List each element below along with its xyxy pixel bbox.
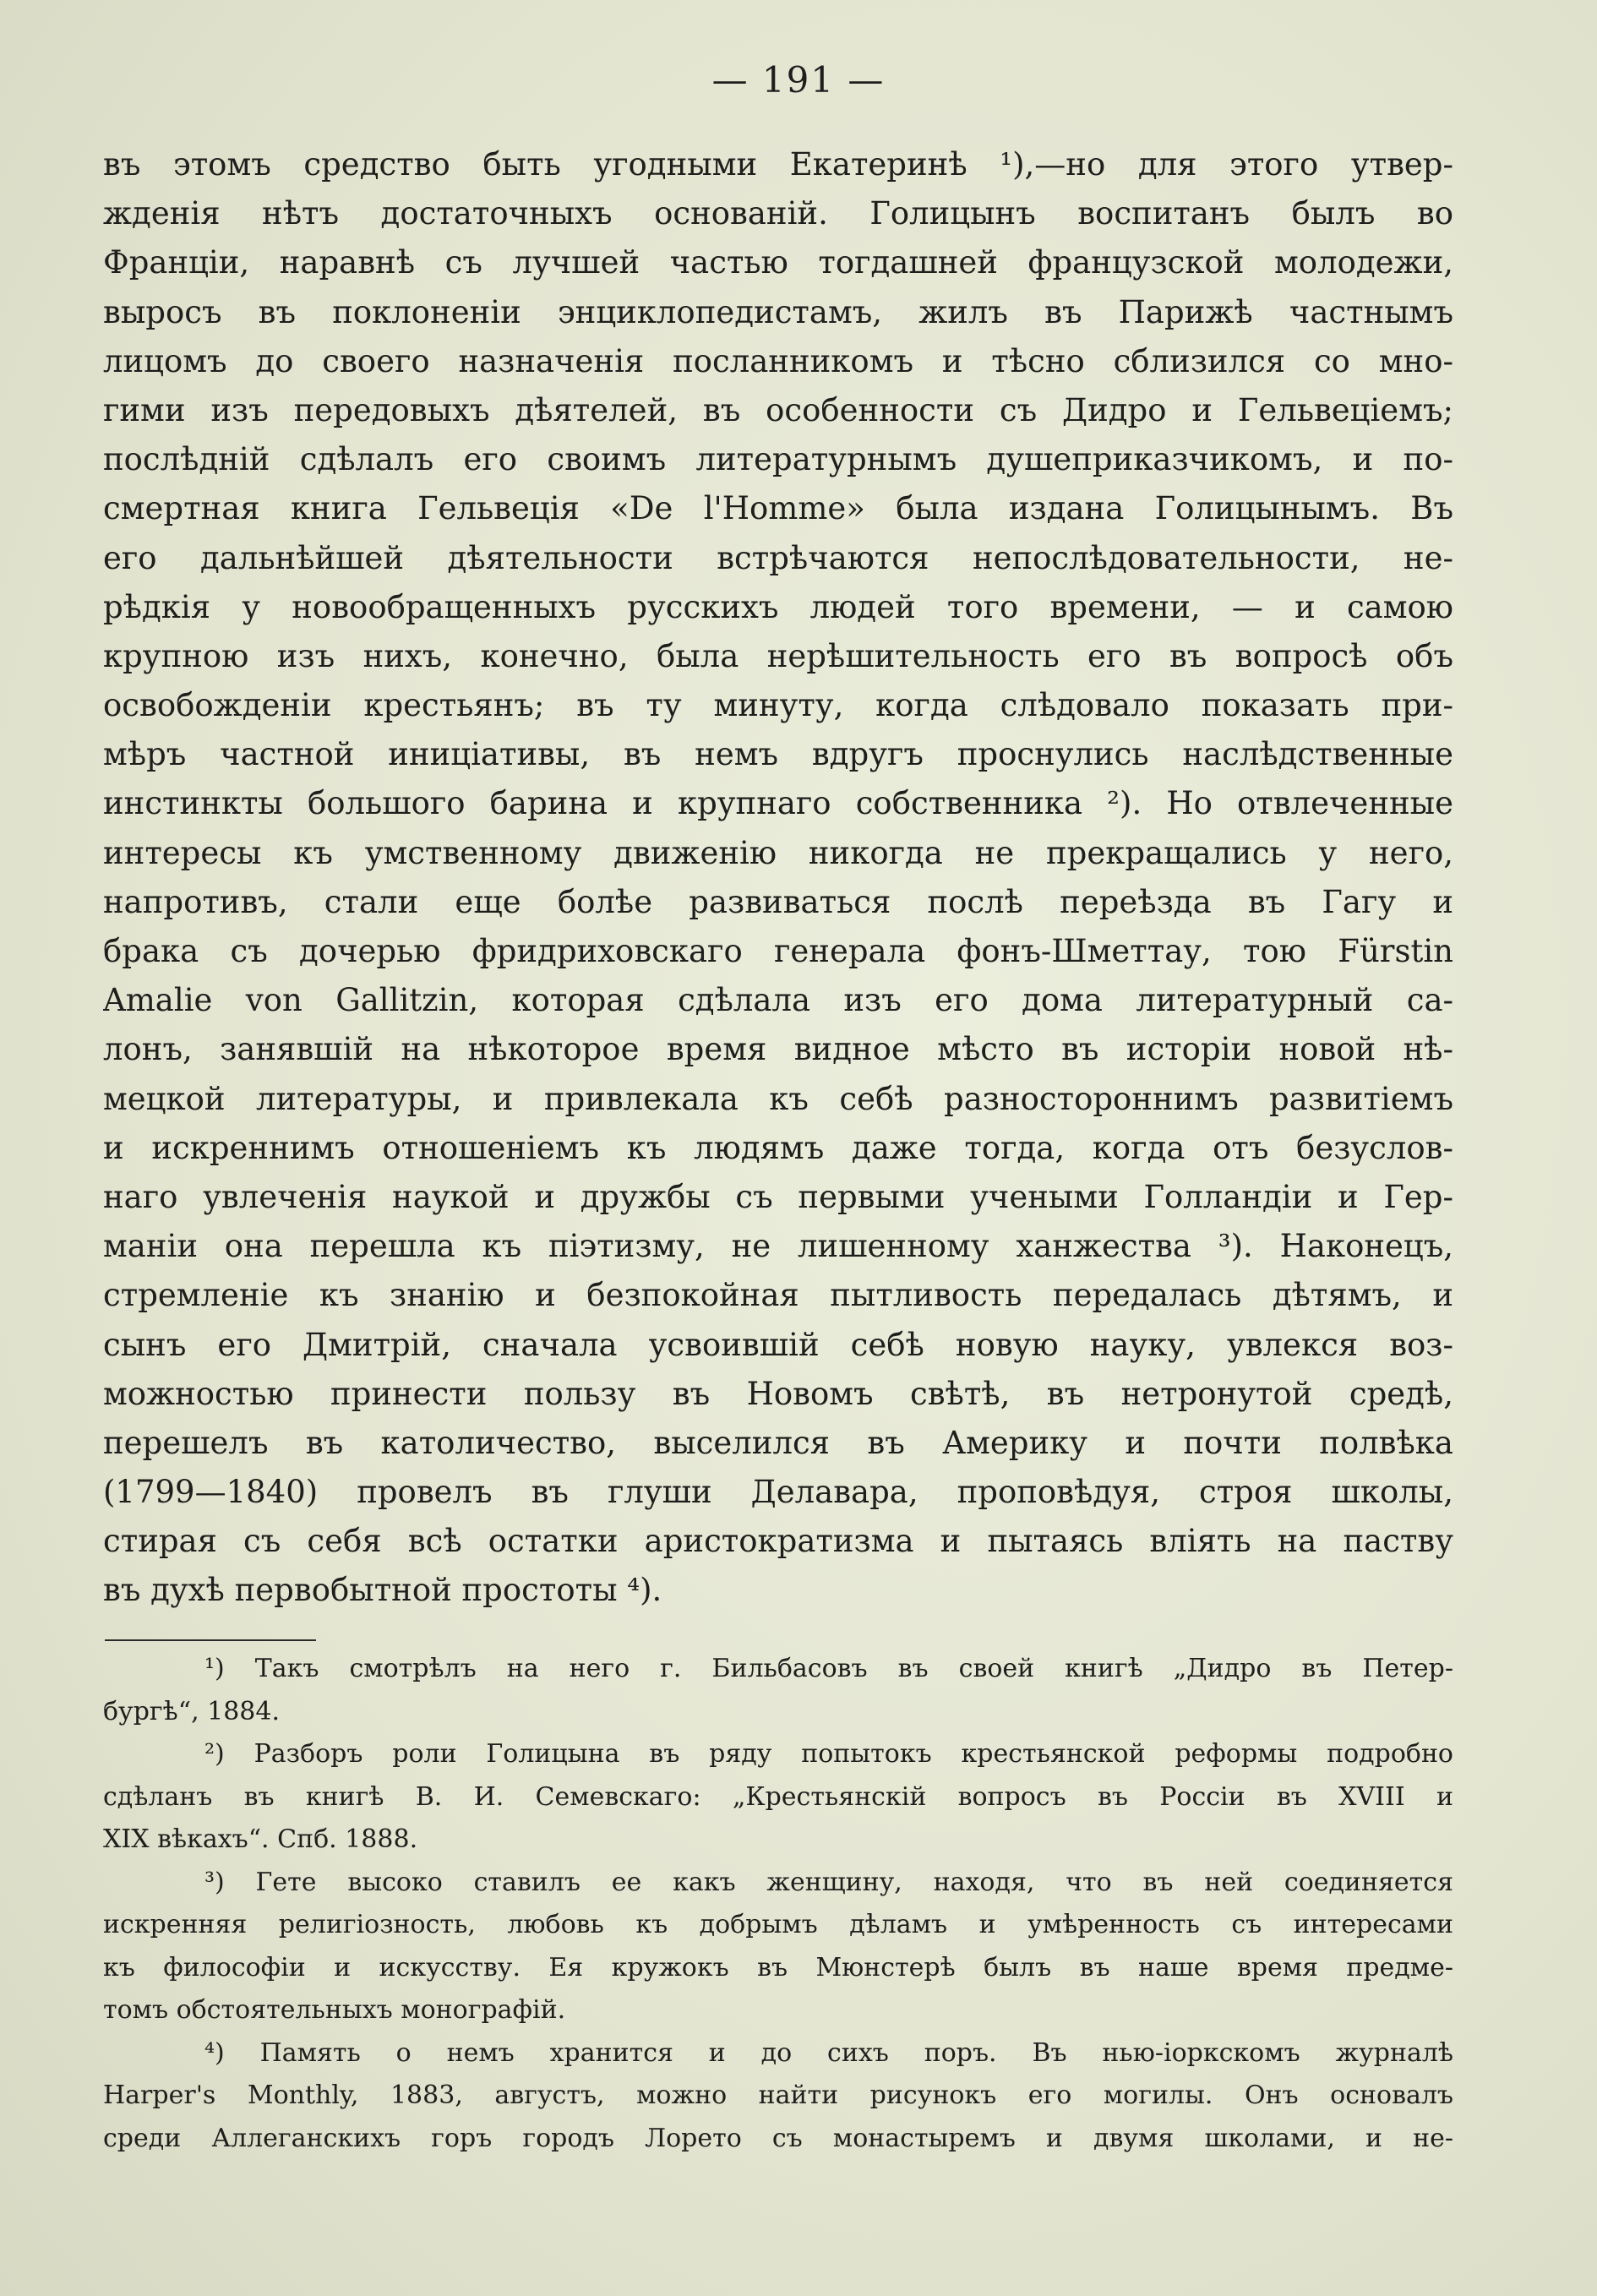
body-line: мецкой литературы, и привлекала къ себѣ разностороннимъ развитіемъ [103,1080,1453,1117]
body-line: рѣдкія у новообращенныхъ русскихъ людей того времени, — и самою [103,588,1453,625]
body-line: и искреннимъ отношеніемъ къ людямъ даже тогда, когда отъ безуслов- [103,1129,1453,1166]
footnote-4-line: среди Аллеганскихъ горъ городъ Лорето съ монастыремъ и двумя школами, и не- [103,2123,1453,2153]
body-line: въ этомъ средство быть угодными Екатеринѣ ¹),—но для этого утвер- [103,146,1453,183]
footnote-3-line: томъ обстоятельныхъ монографій. [103,1995,566,2025]
body-line: смертная книга Гельвеція «De l'Homme» была издана Голицынымъ. Въ [103,490,1453,527]
footnote-1-line: бургѣ“, 1884. [103,1696,281,1726]
body-line: жденія нѣтъ достаточныхъ основаній. Голицынъ воспитанъ былъ во [103,195,1453,232]
body-line: Франціи, наравнѣ съ лучшей частью тогдашней французской молодежи, [103,244,1453,281]
body-line-last: въ духѣ первобытной простоты ⁴). [103,1572,662,1609]
body-line: послѣдній сдѣлалъ его своимъ литературнымъ душеприказчикомъ, и по- [103,441,1453,478]
body-line: наго увлеченія наукой и дружбы съ первыми учеными Голландіи и Гер- [103,1178,1453,1215]
body-line: мѣръ частной иниціативы, въ немъ вдругъ проснулись наслѣдственные [103,736,1453,773]
body-line: его дальнѣйшей дѣятельности встрѣчаются непослѣдовательности, не- [103,539,1453,576]
body-line: крупною изъ нихъ, конечно, была нерѣшительность его въ вопросѣ объ [103,637,1453,674]
body-line: напротивъ, стали еще болѣе развиваться послѣ переѣзда въ Гагу и [103,883,1453,920]
footnote-3-line: ³) Гете высоко ставилъ ее какъ женщину, находя, что въ ней соединяется [204,1867,1453,1897]
main-text [103,140,1453,1616]
footnote-4-line: Harper's Monthly, 1883, августъ, можно найти рисунокъ его могилы. Онъ основалъ [103,2081,1453,2110]
body-line: можностью принести пользу въ Новомъ свѣтѣ, въ нетронутой средѣ, [103,1375,1453,1412]
body-line: лонъ, занявшій на нѣкоторое время видное мѣсто въ исторіи новой нѣ- [103,1031,1453,1068]
footnote-2-line: сдѣланъ въ книгѣ В. И. Семевскаго: „Крестьянскій вопросъ въ Россіи въ XVIII и [103,1781,1453,1812]
body-line: инстинкты большого барина и крупнаго собственника ²). Но отвлеченные [103,785,1453,822]
body-line: Amalie von Gallitzin, которая сдѣлала изъ его дома литературный са- [103,982,1453,1019]
body-line: сынъ его Дмитрій, сначала усвоившій себѣ новую науку, увлекся воз- [103,1326,1453,1363]
body-line: интересы къ умственному движенію никогда не прекращались у него, [103,834,1453,871]
footnote-4-line: ⁴) Память о немъ хранится и до сихъ поръ. Въ нью-іоркскомъ журналѣ [204,2037,1453,2068]
body-line: освобожденіи крестьянъ; въ ту минуту, когда слѣдовало показать при- [103,687,1453,724]
footnotes [103,1648,1453,2160]
body-line: выросъ въ поклоненіи энциклопедистамъ, жилъ въ Парижѣ частнымъ [103,293,1453,330]
body-line: брака съ дочерью фридриховскаго генерала фонъ-Шметтау, тою Fürstin [103,933,1453,969]
body-line: лицомъ до своего назначенія посланникомъ и тѣсно сблизился со мно- [103,342,1453,379]
body-line: (1799—1840) провелъ въ глуши Делавара, проповѣдуя, строя школы, [103,1474,1453,1511]
page-number: — 191 — [711,59,886,101]
body-line: перешелъ въ католичество, выселился въ Америку и почти полвѣка [103,1424,1453,1461]
body-line: стремленіе къ знанію и безпокойная пытливость передалась дѣтямъ, и [103,1277,1453,1314]
footnote-1-line: ¹) Такъ смотрѣлъ на него г. Бильбасовъ въ своей книгѣ „Дидро въ Петер- [204,1654,1453,1683]
footnote-2-line: ²) Разборъ роли Голицына въ ряду попытокъ крестьянской реформы подробно [204,1739,1453,1769]
footnote-3-line: искренняя религіозность, любовь къ добрымъ дѣламъ и умѣренность съ интересами [103,1910,1453,1939]
footnote-2-line: XIX вѣкахъ“. Спб. 1888. [103,1824,418,1854]
body-line: гими изъ передовыхъ дѣятелей, въ особенности съ Дидро и Гельвеціемъ; [103,391,1453,428]
body-line: маніи она перешла къ піэтизму, не лишенному ханжества ³). Наконецъ, [103,1228,1453,1265]
footnote-divider [105,1639,316,1641]
body-line: стирая съ себя всѣ остатки аристократизма и пытаясь вліять на паству [103,1523,1453,1560]
footnote-3-line: къ философіи и искусству. Ея кружокъ въ Мюнстерѣ былъ въ наше время предме- [103,1952,1453,1982]
